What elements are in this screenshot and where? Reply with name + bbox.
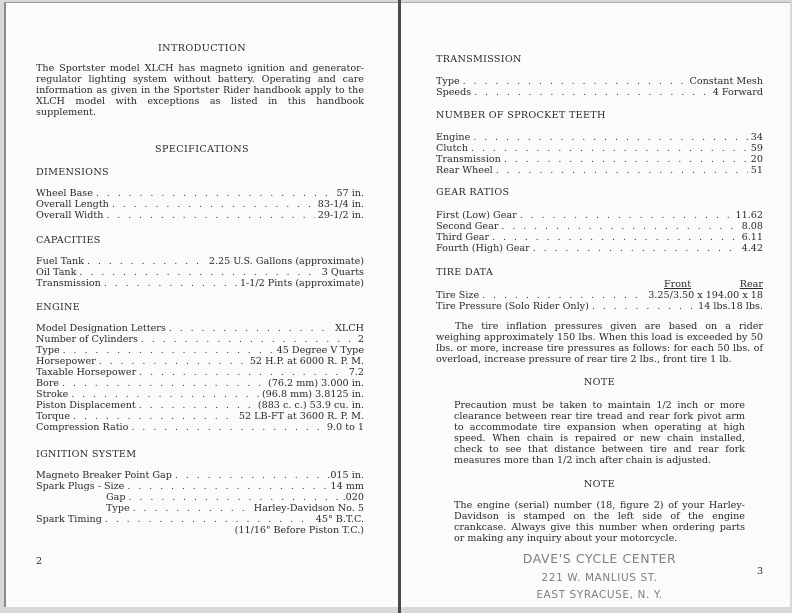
- dealer-name: DAVE'S CYCLE CENTER: [522, 551, 677, 566]
- ignition-table: [36, 470, 364, 536]
- sprocket-heading: NUMBER OF SPROCKET TEETH: [436, 110, 606, 121]
- transmission-table: [436, 76, 763, 98]
- spec-label: Overall Length: [36, 199, 109, 210]
- spec-value: 52 H.P. at 6000 R. P. M.: [249, 356, 364, 367]
- spec-row-engine-type: [36, 345, 364, 356]
- spec-label: Model Designation Letters: [36, 323, 166, 334]
- spec-label: Magneto Breaker Point Gap: [36, 470, 172, 481]
- dimensions-heading: DIMENSIONS: [36, 167, 109, 178]
- spec-row-compression-ratio: [36, 422, 364, 433]
- spec-label: Type: [436, 76, 460, 87]
- spec-value: 1-1/2 Pints (approximate): [239, 278, 364, 289]
- spec-row-overall-width: [36, 210, 364, 221]
- spec-label: First (Low) Gear: [436, 210, 517, 221]
- spec-label: Fourth (High) Gear: [436, 243, 530, 254]
- spec-row-spark-plug-type: [36, 503, 364, 514]
- spec-row-stroke: [36, 389, 364, 400]
- spec-value: 11.62: [735, 210, 763, 221]
- spec-row-engine-sprocket: [436, 132, 763, 143]
- spec-value: 2.25 U.S. Gallons (approximate): [208, 256, 364, 267]
- spec-label: Torque: [36, 411, 71, 422]
- spec-value: .015 in.: [327, 470, 364, 481]
- ignition-heading: IGNITION SYSTEM: [36, 449, 137, 460]
- capacities-heading: CAPACITIES: [36, 235, 101, 246]
- sprocket-table: [436, 132, 763, 176]
- spec-value: 20: [750, 154, 763, 165]
- spec-row-third-gear: [436, 232, 763, 243]
- spec-row-transmission-sprocket: [436, 154, 763, 165]
- spec-value: Harley-Davidson No. 5: [253, 503, 364, 514]
- tire-front-value: 3.25/3.50 x 19: [648, 290, 718, 301]
- spec-label: Tire Pressure (Solo Rider Only): [436, 301, 589, 312]
- spec-row-first-gear: [436, 210, 763, 221]
- spec-value: 59: [750, 143, 763, 154]
- spec-value: 29-1/2 in.: [317, 210, 364, 221]
- introduction-text: The Sportster model XLCH has magneto ignition and generator-regulator lighting system without battery. Operating and care information as given in the Sportster Rider handbook apply to the XLCH model with exceptions as listed in this handbook supplement.: [36, 63, 364, 118]
- spec-label: Oil Tank: [36, 267, 77, 278]
- tire-column-headers: [636, 279, 763, 290]
- spec-row-speeds: [436, 87, 763, 98]
- spec-value: 52 LB-FT at 3600 R. P. M.: [238, 411, 364, 422]
- spec-label: Spark Timing: [36, 514, 102, 525]
- gear-ratios-table: [436, 210, 763, 254]
- dimensions-table: [36, 188, 364, 221]
- spec-row-bore: [36, 378, 364, 389]
- spec-label: Taxable Horsepower: [36, 367, 137, 378]
- spec-label: Overall Width: [36, 210, 104, 221]
- spec-label: Speeds: [436, 87, 472, 98]
- spec-label: Tire Size: [436, 290, 480, 301]
- page-3: [401, 2, 790, 607]
- spec-value: (883 c. c.) 53.9 cu. in.: [257, 400, 364, 411]
- spec-label: Spark Plugs - Size: [36, 481, 125, 492]
- spec-label: Stroke: [36, 389, 69, 400]
- spec-label: Clutch: [436, 143, 468, 154]
- spec-value: 4.42: [741, 243, 763, 254]
- tire-rear-value: 18 lbs.: [730, 301, 763, 312]
- note-heading-1: NOTE: [583, 377, 616, 388]
- tire-front-header: Front: [664, 279, 692, 290]
- spec-value: 9.0 to 1: [326, 422, 364, 433]
- spec-label: Transmission: [436, 154, 501, 165]
- page-number: 2: [36, 556, 43, 567]
- spec-row-model-designation: [36, 323, 364, 334]
- tire-inflation-paragraph: The tire inflation pressures given are based on a rider weighing approximately 150 lbs. When this load is exceeded by 50 lbs. or more, increase tire pressures as follows: for each 50 lbs. of overload, increase pressure of rear tire 2 lbs., front tire 1 lb.: [436, 321, 763, 365]
- spec-row-tire-pressure: [436, 301, 763, 312]
- spec-row-cylinders: [36, 334, 364, 345]
- spec-row-oil-tank: [36, 267, 364, 278]
- spec-label: Rear Wheel: [436, 165, 493, 176]
- tire-front-value: 14 lbs.: [698, 301, 731, 312]
- gear-ratios-heading: GEAR RATIOS: [436, 187, 510, 198]
- spec-row-torque: [36, 411, 364, 422]
- tire-rear-header: Rear: [739, 279, 763, 290]
- introduction-heading: INTRODUCTION: [157, 43, 247, 54]
- page-2: [4, 2, 398, 607]
- spec-row-spark-timing: [36, 514, 364, 525]
- spec-label: Bore: [36, 378, 60, 389]
- spec-label: Number of Cylinders: [36, 334, 138, 345]
- spec-row-overall-length: [36, 199, 364, 210]
- spec-value: 6.11: [741, 232, 763, 243]
- spec-row-clutch-sprocket: [436, 143, 763, 154]
- capacities-table: [36, 256, 364, 289]
- note-text-2: The engine (serial) number (18, figure 2) of your Harley-Davidson is stamped on the left side of the engine crankcase. Always give this number when ordering parts or making any inquiry about your motorcycle.: [454, 500, 745, 544]
- spec-label: Third Gear: [436, 232, 490, 243]
- spec-value: XLCH: [335, 323, 364, 334]
- spec-value: .020: [342, 492, 364, 503]
- spec-value: 45° B.T.C.: [315, 514, 364, 525]
- spec-row-fuel-tank: [36, 256, 364, 267]
- dealer-street: 221 W. MANLIUS ST.: [541, 572, 658, 584]
- spec-value: 2: [357, 334, 364, 345]
- spec-label: Fuel Tank: [36, 256, 84, 267]
- dealer-city: EAST SYRACUSE, N. Y.: [536, 589, 663, 601]
- spec-label: Type: [106, 503, 130, 514]
- spec-label: Compression Ratio: [36, 422, 129, 433]
- engine-table: [36, 323, 364, 433]
- specifications-heading: SPECIFICATIONS: [155, 144, 249, 155]
- spec-value: 34: [750, 132, 763, 143]
- engine-heading: ENGINE: [36, 302, 81, 313]
- spec-value: 83-1/4 in.: [317, 199, 364, 210]
- tire-data-heading: TIRE DATA: [436, 267, 494, 278]
- tire-rear-value: 4.00 x 18: [717, 290, 763, 301]
- spec-label: Gap: [106, 492, 126, 503]
- spec-value: 3 Quarts: [321, 267, 364, 278]
- spec-label: Second Gear: [436, 221, 499, 232]
- spec-row-fourth-gear: [436, 243, 763, 254]
- spec-value: 57 in.: [336, 188, 364, 199]
- note-text-1: Precaution must be taken to maintain 1/2 inch or more clearance between rear tire tread and rear fork pivot arm to accommodate tire expansion when operating at high speed. When chain is repaired or new chain installed, check to see that distance between tire and rear fork measures more than 1/2 inch after chain is adjusted.: [454, 400, 745, 466]
- spec-row-breaker-point-gap: [36, 470, 364, 481]
- spec-value: 7.2: [348, 367, 364, 378]
- spec-row-wheel-base: [36, 188, 364, 199]
- spec-row-taxable-horsepower: [36, 367, 364, 378]
- spec-row-horsepower: [36, 356, 364, 367]
- spec-label: Engine: [436, 132, 471, 143]
- spec-value: 51: [750, 165, 763, 176]
- spec-value: 8.08: [741, 221, 763, 232]
- spec-row-spark-plug-gap: [36, 492, 364, 503]
- spec-value: Constant Mesh: [689, 76, 763, 87]
- spec-row-tire-size: [436, 290, 763, 301]
- spec-value: (96.8 mm) 3.8125 in.: [261, 389, 364, 400]
- spec-label: Piston Displacement: [36, 400, 136, 411]
- spec-label: Horsepower: [36, 356, 96, 367]
- spec-row-spark-plug-size: [36, 481, 364, 492]
- spec-value: (76.2 mm) 3.000 in.: [268, 378, 364, 389]
- transmission-heading: TRANSMISSION: [436, 54, 522, 65]
- spec-row-second-gear: [436, 221, 763, 232]
- spec-row-rear-wheel-sprocket: [436, 165, 763, 176]
- spec-row-transmission-capacity: [36, 278, 364, 289]
- spec-row-transmission-type: [436, 76, 763, 87]
- page-number: 3: [757, 566, 764, 577]
- spec-value: (11/16" Before Piston T.C.): [234, 525, 364, 536]
- tire-data-table: [436, 290, 763, 312]
- spec-label: Type: [36, 345, 60, 356]
- spec-row-piston-displacement: [36, 400, 364, 411]
- spec-label: Wheel Base: [36, 188, 93, 199]
- spec-value: 14 mm: [330, 481, 364, 492]
- spec-row-spark-timing-note: [36, 525, 364, 536]
- spec-value: 45 Degree V Type: [276, 345, 364, 356]
- spec-label: Transmission: [36, 278, 101, 289]
- spec-value: 4 Forward: [712, 87, 763, 98]
- note-heading-2: NOTE: [583, 479, 616, 490]
